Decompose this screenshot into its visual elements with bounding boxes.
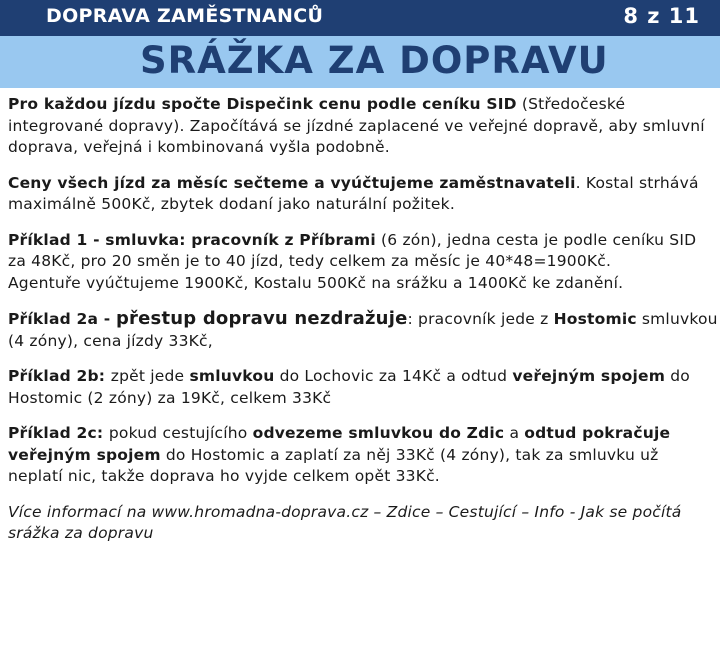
example-2b-emphasis-2: veřejným spojem: [512, 367, 666, 385]
pricing-text: (Středočeské integrované dopravy). Započítává se jízdné zaplacené ve veřejné dopravě, aby smluvní doprava, veřejná i kombinovaná vyšla podobně.: [8, 95, 705, 156]
title-bar: [0, 36, 720, 88]
example-2a-emphasis: přestup dopravu nezdražuje: [115, 308, 408, 329]
pricing-lead: Pro každou jízdu spočte Dispečink cenu podle ceníku SID: [8, 95, 517, 113]
page-counter: 8 z 11: [623, 4, 700, 28]
paragraph-pricing: [8, 94, 718, 159]
slide-title: SRÁŽKA ZA DOPRAVU: [140, 39, 609, 82]
example-2a-tail: smluvkou (4 zóny), cena jízdy 33Kč,: [8, 310, 718, 350]
slide-content: [8, 94, 718, 559]
example-1-lead: Příklad 1 - smluvka: pracovník z Příbrami: [8, 230, 376, 249]
example-2c-emphasis-2: odtud pokračuje veřejným spojem: [8, 424, 671, 464]
example-1-summary: Agentuře vyúčtujeme 1900Kč, Kostalu 500Kč na srážku a 1400Kč ke zdanění.: [8, 273, 624, 292]
example-2b-text-3: do Hostomic (2 zóny) za 19Kč, celkem 33Kč: [8, 367, 690, 407]
header-title: DOPRAVA ZAMĚSTNANCŮ: [46, 5, 324, 27]
example-2b-lead: Příklad 2b:: [8, 367, 111, 385]
example-2c-text-2: a: [504, 424, 525, 442]
example-2a-lead: Příklad 2a -: [8, 310, 116, 328]
example-2c-emphasis-1: odvezeme smluvkou do Zdic: [252, 424, 505, 442]
billing-text: . Kostal strhává maximálně 500Kč, zbytek dodaní jako naturální požitek.: [8, 173, 699, 213]
example-2b-emphasis-1: smluvkou: [189, 367, 275, 385]
example-2a-text: : pracovník jede z: [407, 310, 554, 328]
example-1-text: (6 zón), jedna cesta je podle ceníku SID za 48Kč, pro 20 směn je to 40 jízd, tedy celkem za měsíc je 40*48=1900Kč.: [8, 230, 697, 270]
more-info-note: Více informací na www.hromadna-doprava.cz – Zdice – Cestující – Info - Jak se počítá srážka za dopravu: [8, 502, 682, 542]
example-2b-text-1: zpět jede: [110, 367, 190, 385]
header-bar: [0, 0, 720, 36]
paragraph-example-2b: [8, 366, 718, 409]
paragraph-billing: [8, 173, 718, 216]
billing-lead: Ceny všech jízd za měsíc sečteme a vyúčtujeme zaměstnavateli: [8, 173, 576, 192]
paragraph-example-2a: [8, 308, 718, 352]
example-2a-place: Hostomic: [553, 310, 637, 328]
paragraph-example-2c: [8, 423, 718, 488]
example-2b-text-2: do Lochovic za 14Kč a odtud: [274, 367, 513, 385]
example-2c-lead: Příklad 2c:: [8, 424, 109, 442]
paragraph-example-1: [8, 230, 718, 295]
example-2c-text-3: do Hostomic a zaplatí za něj 33Kč (4 zóny), tak za smluvku už neplatí nic, takže doprava ho vyjde celkem opět 33Kč.: [8, 445, 659, 485]
example-2c-text-1: pokud cestujícího: [108, 424, 253, 442]
